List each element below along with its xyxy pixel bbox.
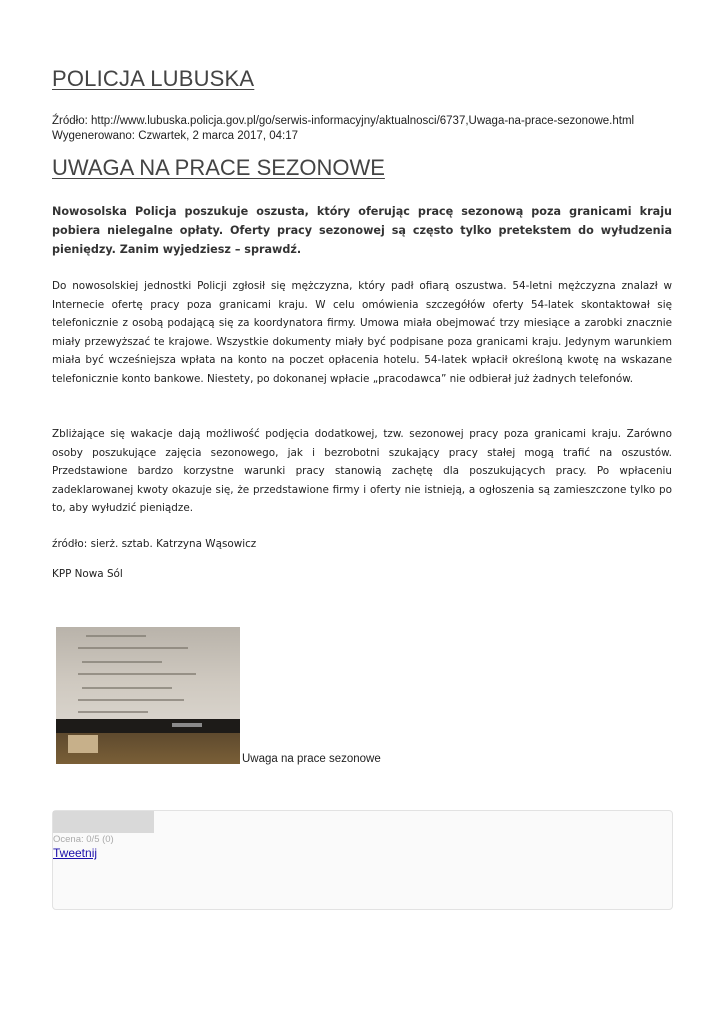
photo-laptop-logo — [172, 723, 202, 727]
article-title: UWAGA NA PRACE SEZONOWE — [52, 155, 385, 180]
photo-text-line — [78, 647, 188, 649]
rating-box — [52, 810, 673, 910]
tweet-link[interactable]: Tweetnij — [53, 846, 98, 860]
photo-text-line — [82, 687, 172, 689]
site-title: POLICJA LUBUSKA — [52, 66, 255, 91]
photo-text-line — [86, 635, 146, 637]
photo-text-line — [78, 673, 196, 675]
photo-object — [68, 735, 98, 753]
article-photo[interactable] — [56, 627, 240, 764]
article-paragraph-1: Do nowosolskiej jednostki Policji zgłosił się mężczyzna, który padł ofiarą oszustwa. 54-letni mężczyzna znalazł w Internecie ofertę pracy poza granicami kraju. W celu omówienia szczegółów oferty 54-latek skontaktował się telefonicznie z osobą podającą się za koordynatora firmy. Umowa miała obejmować trzy miesiące a zarobki znacznie miały przewyższać te krajowe. Wszystkie dokumenty miały być podpisane poza granicami kraju. Jedynym warunkiem miała być wcześniejsza wpłata na konto na poczet opłacenia hotelu. 54-latek wpłacił określoną kwotę na wskazane telefonicznie konto bankowe. Niestety, po dokonanej wpłacie „pracodawca” nie odbierał już żadnych telefonów. — [52, 280, 672, 385]
photo-text-line — [78, 711, 148, 713]
source-meta — [52, 114, 634, 144]
article-unit: KPP Nowa Sól — [52, 568, 123, 580]
article-source-author: źródło: sierż. sztab. Katrzyna Wąsowicz — [52, 538, 257, 550]
rating-stars[interactable] — [53, 811, 154, 833]
article-paragraph-2: Zbliżające się wakacje dają możliwość podjęcia dodatkowej, tzw. sezonowej pracy poza granicami kraju. Zarówno osoby poszukujące zajęcia sezonowego, jak i bezrobotni szukający pracy stałej mogą trafić na oszustów. Przedstawione bardzo korzystne warunki pracy stanowią zachętę dla poszukujących pracy. Po wpłaceniu zadeklarowanej kwoty okazuje się, że przedstawione firmy i oferty nie istnieją, a ogłoszenia są zamieszczone tylko po to, aby wyłudzić pieniądze. — [52, 428, 672, 515]
rating-text: Ocena: 0/5 (0) — [53, 834, 114, 845]
source-url: Źródło: http://www.lubuska.policja.gov.pl/go/serwis-informacyjny/aktualnosci/6737,Uwaga-na-prace-sezonowe.html — [52, 115, 635, 127]
photo-text-line — [82, 661, 162, 663]
photo-caption: Uwaga na prace sezonowe — [242, 753, 381, 765]
photo-bezel — [56, 719, 240, 733]
photo-text-line — [78, 699, 184, 701]
generated-date: Wygenerowano: Czwartek, 2 marca 2017, 04:17 — [52, 130, 298, 142]
article-lead: Nowosolska Policja poszukuje oszusta, który oferując pracę sezonową poza granicami kraju pobiera nielegalne opłaty. Oferty pracy sezonowej są często tylko pretekstem do wyłudzenia pieniędzy. Zanim wyjedziesz – sprawdź. — [52, 205, 672, 256]
